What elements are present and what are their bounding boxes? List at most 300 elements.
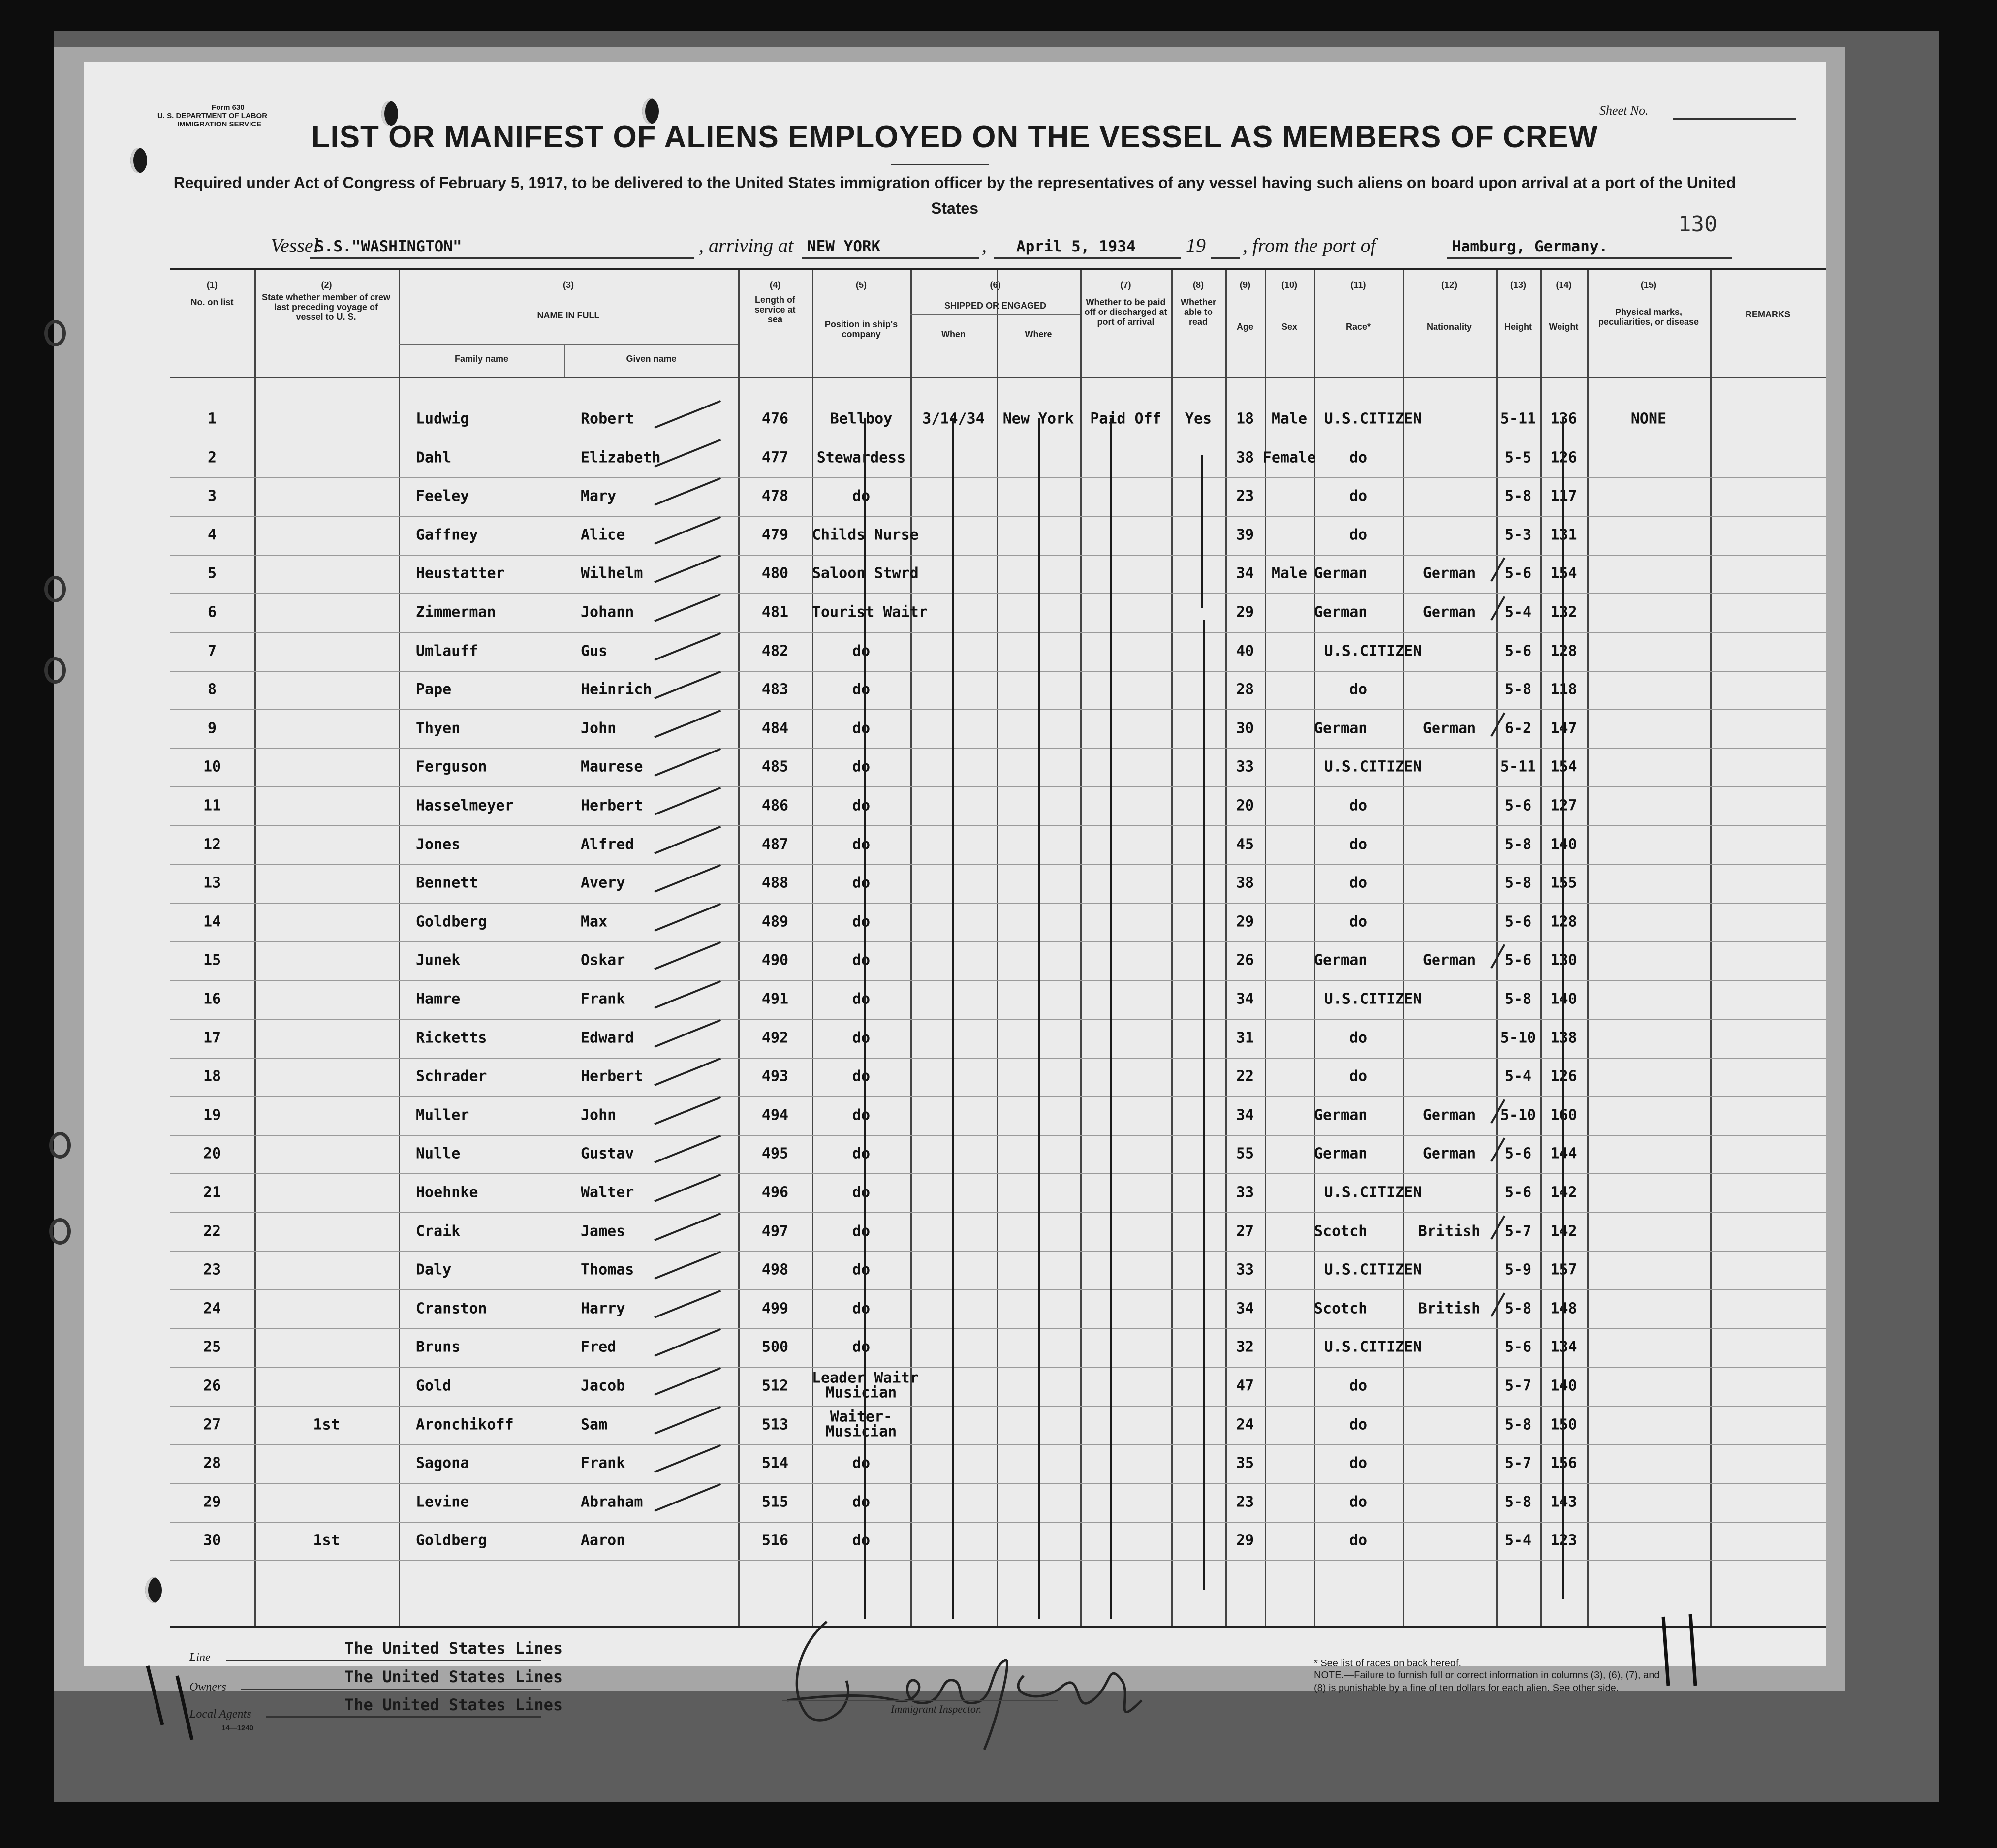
cell-age: 31: [1236, 1029, 1254, 1047]
cell-race: do: [1349, 526, 1368, 544]
cell-family-name: Daly: [416, 1261, 452, 1279]
cell-age: 28: [1236, 681, 1254, 698]
cell-given-name: Jacob: [581, 1377, 625, 1395]
row-divider: [170, 1173, 1826, 1174]
header-given-name: Given name: [626, 354, 677, 364]
ring-hole: [44, 657, 66, 684]
cell-given-name: Avery: [581, 874, 625, 892]
cell-shipped-where: New York: [1002, 410, 1074, 428]
cell-race: German: [1314, 951, 1368, 969]
cell-list-number: 28: [203, 1454, 221, 1472]
cell-height: 5-6: [1504, 1338, 1532, 1356]
cell-family-name: Zimmerman: [416, 603, 496, 621]
cell-given-name: Johann: [581, 603, 634, 621]
cell-service-length: 483: [761, 681, 789, 698]
cell-service-length: 489: [761, 913, 789, 931]
cell-family-name: Bennett: [416, 874, 478, 892]
cell-shipped-when: 3/14/34: [922, 410, 985, 428]
cell-weight: 155: [1550, 874, 1577, 892]
cell-position: do: [852, 681, 871, 698]
row-divider: [170, 1251, 1826, 1252]
cell-list-number: 8: [207, 681, 217, 698]
cell-list-number: 1: [207, 410, 217, 428]
header-when: When: [941, 329, 966, 339]
header-nationality: Nationality: [1426, 322, 1472, 332]
cell-position: do: [852, 1067, 871, 1085]
cell-age: 45: [1236, 836, 1254, 853]
cell-position: do: [852, 1106, 871, 1124]
cell-weight: 140: [1550, 1377, 1577, 1395]
vessel-label: Vessel: [271, 234, 319, 256]
cell-service-length: 482: [761, 642, 789, 660]
cell-race: U.S.CITIZEN: [1324, 1338, 1422, 1356]
cell-position: do: [852, 1454, 871, 1472]
cell-service-length: 495: [761, 1145, 789, 1162]
cell-race: German: [1314, 564, 1368, 582]
cell-height: 5-8: [1504, 874, 1532, 892]
cell-age: 26: [1236, 951, 1254, 969]
cell-height: 5-6: [1504, 797, 1532, 814]
cell-weight: 128: [1550, 642, 1577, 660]
cell-service-length: 488: [761, 874, 789, 892]
arriving-label: , arriving at: [699, 234, 794, 256]
cell-weight: 123: [1550, 1532, 1577, 1549]
cell-race: U.S.CITIZEN: [1324, 990, 1422, 1008]
cell-given-name: Herbert: [581, 797, 643, 814]
cell-list-number: 23: [203, 1261, 221, 1279]
cell-list-number: 25: [203, 1338, 221, 1356]
cell-race: do: [1349, 1493, 1368, 1511]
cell-nationality: British: [1418, 1300, 1481, 1317]
cell-age: 24: [1236, 1416, 1254, 1434]
cell-position: do: [852, 874, 871, 892]
cell-position: do: [852, 720, 871, 737]
cell-weight: 140: [1550, 990, 1577, 1008]
cell-list-number: 4: [207, 526, 217, 544]
cell-sex: Male: [1271, 564, 1308, 582]
department-label: U. S. DEPARTMENT OF LABOR: [157, 112, 268, 120]
cell-list-number: 11: [203, 797, 221, 814]
cell-given-name: John: [581, 1106, 617, 1124]
header-remarks: REMARKS: [1745, 310, 1790, 319]
cell-family-name: Pape: [416, 681, 452, 698]
year-label: 19: [1186, 234, 1206, 256]
agents-value: The United States Lines: [344, 1695, 563, 1714]
inspector-label: Immigrant Inspector.: [891, 1703, 982, 1715]
row-divider: [170, 516, 1826, 517]
manifest-page: Form 630 U. S. DEPARTMENT OF LABOR IMMIGRATION SERVICE Sheet No. LIST OR MANIFEST OF ALIENS EMPLOYED ON THE VESSEL AS MEMBERS OF CREW Required under Act of Congress of February 5, 1917, to be delivered to the United States immigration officer by the representatives of any vessel having such aliens on board upon arrival at a port of the United States 130 Vessel S.S."WASHINGTON" , arriving at NEW YORK , April 5, 1934 19 , from the port of Hamburg, Germany. (1) No. on list (2) State whether member of crew last preceding voyage of vessel to U. S. (3) NAME IN FULL Family name Given name (4) Length of service at sea (5) Position in ship's company (6) SHIPPED OR ENGAGED When Where (7) Whether to be paid off or discharged at port of arrival (8) Whether able to read (9) Age (10) Sex (11) Race* (12) Nationality (13) Height (14) Weight (15) Physical marks, peculiarities, or disease REMARKS 1 Ludwig Robert 476 Bellboy 3/14/34 New York Paid Off Yes 18 Male U.S.CITIZEN 5-11 136 NONE 2 Dahl Elizabeth 477 Stewardess 38 Female do 5-5 126 3 Feeley Mary 478 do 23 do 5-8 117 4 Gaffney Alice 479 Childs Nurse 39 do 5-3 131 5 Heustatter Wilhelm 480 Saloon Stwrd 34 Male German German 5-6 154 6 Zimmerman Johann 481 Tourist Waitr 29 German German 5-4 132 7 Umlauff Gus 482 do 40 U.S.CITIZEN 5-6 128 8 Pape Heinrich 483 do 28 do 5-8 118 9 Thyen John 484 do 30 German German 6-2 147 10 Ferguson Maurese 485 do 33 U.S.CITIZEN 5-11 154 11 Hasselmeyer Herbert 486 do 20 do 5-6 127 12 Jones Alfred 487 do 45 do 5-8 140 13 Bennett Avery 488 do 38 do 5-8 155 14 Goldberg Max 489 do 29 do 5-6 128 15 Junek Oskar 490 do 26 German German 5-6 130 16 Hamre Frank 491 do 34 U.S.CITIZEN 5-8 140 17 Ricketts Edward 492 do 31 do 5-10 138 18 Schrader Herbert 493 do 22 do 5-4 126 19 Muller John 494 do 34 German German 5-10 160 20 Nulle Gustav 495 do 55 German German 5-6 144 21 Hoehnke Walter 496 do 33 U.S.CITIZEN 5-6 142 22 Craik James 497 do 27 Scotch British 5-7 142 23 Daly Thomas 498 do 33 U.S.CITIZEN 5-9 157 24 Cranston Harry 499 do 34 Scotch British 5-8 148 25 Bruns Fred 500 do 32 U.S.CITIZEN 5-6 134 26 Gold Jacob 512 Leader Waitr 47 do 5-7 140 Musician 27 1st Aronchikoff Sam 513 Waiter- 24 do 5-8 150 Musician 28 Sagona Frank 514 do 35 do 5-7 156 29 Levine Abraham 515 do 23 do 5-8 143 30 1st Goldberg Aaron 516 do 29 do 5-4 123 Line The United States Lines Owners The United States Lines Local Agents 14—1240 The United States Lines Immigrant Inspector. * See list of races on back hereof. NOTE.—Failure to furnish full or correct information in columns (3), (6), (7), and (8) is punishable by a fine of ten dollars for each alien. See other side.: [84, 62, 1826, 1666]
cell-position: do: [852, 1338, 871, 1356]
cell-race: German: [1314, 603, 1368, 621]
row-divider: [170, 1522, 1826, 1523]
row-divider: [170, 903, 1826, 904]
row-divider: [170, 786, 1826, 787]
cell-list-number: 10: [203, 758, 221, 776]
from-port-label: , from the port of: [1243, 234, 1376, 256]
cell-position: do: [852, 1493, 871, 1511]
departure-port: Hamburg, Germany.: [1452, 238, 1608, 255]
row-divider: [170, 632, 1826, 633]
agents-code: 14—1240: [221, 1724, 254, 1732]
cell-position: do: [852, 1300, 871, 1317]
cell-list-number: 12: [203, 836, 221, 853]
cell-service-length: 476: [761, 410, 789, 428]
cell-age: 29: [1236, 603, 1254, 621]
cell-race: do: [1349, 1532, 1368, 1549]
cell-race: do: [1349, 1416, 1368, 1434]
cell-given-name: Alice: [581, 526, 625, 544]
cell-service-length: 479: [761, 526, 789, 544]
header-physical-marks: Physical marks, peculiarities, or disease: [1598, 307, 1699, 327]
cell-given-name: Gustav: [581, 1145, 634, 1162]
cell-service-length: 485: [761, 758, 789, 776]
ditto-line: [1201, 455, 1203, 608]
cell-list-number: 22: [203, 1222, 221, 1240]
cell-list-number: 16: [203, 990, 221, 1008]
cell-race: do: [1349, 874, 1368, 892]
cell-service-length: 498: [761, 1261, 789, 1279]
cell-height: 5-8: [1504, 1300, 1532, 1317]
ring-hole: [49, 1218, 71, 1245]
row-divider: [170, 555, 1826, 556]
owners-label: Owners: [189, 1681, 226, 1693]
cell-list-number: 7: [207, 642, 217, 660]
ditto-line: [1203, 620, 1205, 1590]
header-shipped-or-engaged: SHIPPED OR ENGAGED: [944, 301, 1047, 311]
cell-nationality: German: [1422, 1145, 1476, 1162]
cell-last-voyage: 1st: [313, 1532, 340, 1549]
row-divider: [170, 980, 1826, 981]
row-divider: [170, 593, 1826, 594]
ditto-line: [1110, 418, 1112, 1619]
crew-manifest-table: (1) No. on list (2) State whether member of crew last preceding voyage of vessel to U. S. (3) NAME IN FULL Family name Given name (4) Length of service at sea (5) Position in ship's company (6) SHIPPED OR ENGAGED When Where (7) Whether to be paid off or discharged at port of arrival (8) Whether able to read (9) Age (10) Sex (11) Race* (12) Nationality (13) Height (14) Weight (15) Physical marks, peculiarities, or disease REMARKS 1 Ludwig Robert 476 Bellboy 3/14/34 New York Paid Off Yes 18 Male U.S.CITIZEN 5-11 136 NONE 2 Dahl Elizabeth 477 Stewardess 38 Female do 5-5 126 3 Feeley Mary 478 do 23 do 5-8 117 4 Gaffney Alice 479 Childs Nurse 39 do 5-3 131 5 Heustatter Wilhelm 480 Saloon Stwrd 34 Male German German 5-6 154 6 Zimmerman Johann 481 Tourist Waitr 29 German German 5-4 132 7 Umlauff Gus 482 do 40 U.S.CITIZEN 5-6 128 8 Pape Heinrich 483 do 28 do 5-8 118 9 Thyen John 484 do 30 German German 6-2 147 10 Ferguson Maurese 485 do 33 U.S.CITIZEN 5-11 154 11 Hasselmeyer Herbert 486 do 20 do 5-6 127 12 Jones Alfred 487 do 45 do 5-8 140 13 Bennett Avery 488 do 38 do 5-8 155 14 Goldberg Max 489 do 29 do 5-6 128 15 Junek Oskar 490 do 26 German German 5-6 130 16 Hamre Frank 491 do 34 U.S.CITIZEN 5-8 140 17 Ricketts Edward 492 do 31 do 5-10 138 18 Schrader Herbert 493 do 22 do 5-4 126 19 Muller John 494 do 34 German German 5-10 160 20 Nulle Gustav 495 do 55 German German 5-6 144 21 Hoehnke Walter 496 do 33 U.S.CITIZEN 5-6 142 22 Craik James 497 do 27 Scotch British 5-7 142 23 Daly Thomas 498 do 33 U.S.CITIZEN 5-9 157 24 Cranston Harry 499 do 34 Scotch British 5-8 148 25 Bruns Fred 500 do 32 U.S.CITIZEN 5-6 134 26 Gold Jacob 512 Leader Waitr 47 do 5-7 140 Musician 27 1st Aronchikoff Sam 513 Waiter- 24 do 5-8 150 Musician 28 Sagona Frank 514 do 35 do 5-7 156 29 Levine Abraham 515 do 23 do 5-8 143 30 1st Goldberg Aaron 516 do 29 do 5-4 123: [170, 268, 1826, 1628]
arrival-port: NEW YORK: [807, 238, 881, 255]
header-length-of-service: Length of service at sea: [754, 295, 796, 324]
cell-height: 5-4: [1504, 1532, 1532, 1549]
cell-given-name: John: [581, 720, 617, 737]
cell-nationality: German: [1422, 603, 1476, 621]
row-divider: [170, 709, 1826, 710]
cell-family-name: Levine: [416, 1493, 469, 1511]
cell-service-length: 490: [761, 951, 789, 969]
cell-weight: 157: [1550, 1261, 1577, 1279]
cell-family-name: Junek: [416, 951, 461, 969]
cell-weight: 156: [1550, 1454, 1577, 1472]
cell-age: 34: [1236, 990, 1254, 1008]
cell-list-number: 21: [203, 1184, 221, 1201]
header-list-number: No. on list: [190, 297, 234, 307]
row-divider: [170, 941, 1826, 942]
page-number: 130: [1678, 212, 1717, 237]
cell-age: 23: [1236, 487, 1254, 505]
cell-given-name: Thomas: [581, 1261, 634, 1279]
cell-race: do: [1349, 487, 1368, 505]
cell-weight: 142: [1550, 1184, 1577, 1201]
ring-hole: [44, 576, 66, 602]
cell-age: 32: [1236, 1338, 1254, 1356]
cell-position: do: [852, 1532, 871, 1549]
cell-height: 5-6: [1504, 951, 1532, 969]
row-divider: [170, 1483, 1826, 1484]
sheet-number-label: Sheet No.: [1599, 103, 1649, 118]
cell-weight: 118: [1550, 681, 1577, 698]
ring-hole: [44, 320, 66, 346]
row-divider: [170, 1367, 1826, 1368]
cell-family-name: Hasselmeyer: [416, 797, 514, 814]
cell-height: 5-7: [1504, 1454, 1532, 1472]
header-weight: Weight: [1549, 322, 1579, 332]
cell-weight: 143: [1550, 1493, 1577, 1511]
cell-family-name: Muller: [416, 1106, 469, 1124]
cell-given-name: Oskar: [581, 951, 625, 969]
cell-weight: 142: [1550, 1222, 1577, 1240]
cell-family-name: Hoehnke: [416, 1184, 478, 1201]
cell-family-name: Feeley: [416, 487, 469, 505]
cell-height: 5-11: [1500, 410, 1536, 428]
cell-given-name: Mary: [581, 487, 617, 505]
header-height: Height: [1504, 322, 1532, 332]
cell-nationality: German: [1422, 720, 1476, 737]
cell-given-name: Max: [581, 913, 608, 931]
tally-mark: [138, 1656, 207, 1745]
cell-height: 5-8: [1504, 487, 1532, 505]
cell-age: 33: [1236, 758, 1254, 776]
cell-position: do: [852, 1029, 871, 1047]
cell-family-name: Craik: [416, 1222, 461, 1240]
cell-race: German: [1314, 720, 1368, 737]
row-divider: [170, 1328, 1826, 1329]
cell-position-line2: Musician: [825, 1423, 897, 1441]
cell-list-number: 5: [207, 564, 217, 582]
line-label: Line: [189, 1651, 211, 1664]
cell-given-name: Gus: [581, 642, 608, 660]
cell-position: do: [852, 1184, 871, 1201]
header-where: Where: [1025, 329, 1052, 339]
cell-age: 18: [1236, 410, 1254, 428]
line-value: The United States Lines: [344, 1639, 563, 1658]
cell-height: 5-9: [1504, 1261, 1532, 1279]
cell-given-name: Robert: [581, 410, 634, 428]
cell-list-number: 20: [203, 1145, 221, 1162]
cell-list-number: 13: [203, 874, 221, 892]
cell-position: Tourist Waitr: [812, 603, 928, 621]
cell-height: 5-11: [1500, 758, 1536, 776]
cell-height: 5-6: [1504, 642, 1532, 660]
cell-weight: 160: [1550, 1106, 1577, 1124]
cell-height: 6-2: [1504, 720, 1532, 737]
row-divider: [170, 1444, 1826, 1445]
cell-list-number: 24: [203, 1300, 221, 1317]
cell-position: do: [852, 1145, 871, 1162]
row-divider: [170, 748, 1826, 749]
header-race: Race*: [1345, 322, 1371, 332]
cell-position: do: [852, 1261, 871, 1279]
cell-family-name: Sagona: [416, 1454, 469, 1472]
ditto-line: [952, 418, 954, 1619]
cell-weight: 144: [1550, 1145, 1577, 1162]
cell-list-number: 14: [203, 913, 221, 931]
cell-height: 5-6: [1504, 1145, 1532, 1162]
cell-family-name: Gaffney: [416, 526, 478, 544]
cell-given-name: Maurese: [581, 758, 643, 776]
cell-given-name: James: [581, 1222, 625, 1240]
cell-position: do: [852, 836, 871, 853]
cell-given-name: Wilhelm: [581, 564, 643, 582]
cell-race: do: [1349, 797, 1368, 814]
cell-age: 34: [1236, 1300, 1254, 1317]
cell-service-length: 484: [761, 720, 789, 737]
header-last-voyage: State whether member of crew last preceding voyage of vessel to U. S.: [261, 292, 391, 322]
cell-weight: 128: [1550, 913, 1577, 931]
cell-family-name: Ludwig: [416, 410, 469, 428]
ditto-line: [864, 418, 866, 1619]
cell-race: U.S.CITIZEN: [1324, 642, 1422, 660]
cell-given-name: Herbert: [581, 1067, 643, 1085]
manifest-subtitle: Required under Act of Congress of February 5, 1917, to be delivered to the United States immigration officer by the representatives of any vessel having such aliens on board upon arrival at a port of the United States: [173, 174, 1736, 217]
cell-service-length: 494: [761, 1106, 789, 1124]
row-divider: [170, 1096, 1826, 1097]
cell-family-name: Umlauff: [416, 642, 478, 660]
row-divider: [170, 1212, 1826, 1213]
cell-age: 29: [1236, 1532, 1254, 1549]
cell-service-length: 491: [761, 990, 789, 1008]
cell-service-length: 515: [761, 1493, 789, 1511]
cell-given-name: Frank: [581, 990, 625, 1008]
cell-list-number: 29: [203, 1493, 221, 1511]
cell-list-number: 26: [203, 1377, 221, 1395]
cell-race: Scotch: [1314, 1300, 1368, 1317]
cell-position: do: [852, 758, 871, 776]
vessel-name: S.S."WASHINGTON": [315, 238, 462, 255]
cell-given-name: Abraham: [581, 1493, 643, 1511]
cell-height: 5-10: [1500, 1106, 1536, 1124]
inspector-signature: [768, 1602, 1211, 1764]
cell-age: 40: [1236, 642, 1254, 660]
cell-height: 5-4: [1504, 603, 1532, 621]
cell-weight: 154: [1550, 564, 1577, 582]
cell-weight: 150: [1550, 1416, 1577, 1434]
cell-service-length: 514: [761, 1454, 789, 1472]
cell-service-length: 493: [761, 1067, 789, 1085]
cell-given-name: Frank: [581, 1454, 625, 1472]
header-age: Age: [1236, 322, 1253, 332]
row-divider: [170, 477, 1826, 478]
cell-age: 38: [1236, 449, 1254, 467]
cell-family-name: Gold: [416, 1377, 452, 1395]
cell-age: 34: [1236, 564, 1254, 582]
cell-race: do: [1349, 681, 1368, 698]
cell-given-name: Aaron: [581, 1532, 625, 1549]
cell-height: 5-6: [1504, 1184, 1532, 1201]
cell-height: 5-6: [1504, 913, 1532, 931]
cell-nationality: German: [1422, 951, 1476, 969]
cell-age: 34: [1236, 1106, 1254, 1124]
row-divider: [170, 1058, 1826, 1059]
cell-race: U.S.CITIZEN: [1324, 758, 1422, 776]
cell-race: German: [1314, 1145, 1368, 1162]
cell-service-length: 499: [761, 1300, 789, 1317]
header-able-to-read: Whether able to read: [1181, 297, 1216, 327]
cell-race: Scotch: [1314, 1222, 1368, 1240]
cell-family-name: Bruns: [416, 1338, 461, 1356]
cell-position: Childs Nurse: [812, 526, 919, 544]
cell-age: 38: [1236, 874, 1254, 892]
cell-weight: 126: [1550, 1067, 1577, 1085]
cell-age: 20: [1236, 797, 1254, 814]
row-divider: [170, 1560, 1826, 1561]
cell-age: 33: [1236, 1261, 1254, 1279]
ditto-line: [1038, 418, 1040, 1619]
cell-race: U.S.CITIZEN: [1324, 1184, 1422, 1201]
cell-position: do: [852, 642, 871, 660]
owners-value: The United States Lines: [344, 1667, 563, 1686]
cell-family-name: Ricketts: [416, 1029, 487, 1047]
cell-list-number: 15: [203, 951, 221, 969]
row-divider: [170, 825, 1826, 826]
cell-service-length: 487: [761, 836, 789, 853]
cell-service-length: 481: [761, 603, 789, 621]
cell-service-length: 492: [761, 1029, 789, 1047]
cell-race: do: [1349, 836, 1368, 853]
cell-weight: 126: [1550, 449, 1577, 467]
cell-age: 29: [1236, 913, 1254, 931]
cell-age: 47: [1236, 1377, 1254, 1395]
cell-family-name: Goldberg: [416, 1532, 487, 1549]
cell-position: do: [852, 913, 871, 931]
cell-position: do: [852, 1222, 871, 1240]
cell-given-name: Edward: [581, 1029, 634, 1047]
cell-sex: Male: [1271, 410, 1308, 428]
cell-height: 5-8: [1504, 836, 1532, 853]
cell-weight: 117: [1550, 487, 1577, 505]
cell-list-number: 30: [203, 1532, 221, 1549]
cell-height: 5-5: [1504, 449, 1532, 467]
cell-list-number: 2: [207, 449, 217, 467]
arrival-date: April 5, 1934: [1016, 238, 1136, 255]
cell-position: Leader Waitr: [812, 1369, 919, 1387]
cell-list-number: 27: [203, 1416, 221, 1434]
cell-service-length: 496: [761, 1184, 789, 1201]
cell-race: U.S.CITIZEN: [1324, 410, 1422, 428]
cell-weight: 134: [1550, 1338, 1577, 1356]
cell-age: 33: [1236, 1184, 1254, 1201]
cell-race: U.S.CITIZEN: [1324, 1261, 1422, 1279]
cell-age: 27: [1236, 1222, 1254, 1240]
cell-position: do: [852, 487, 871, 505]
cell-service-length: 480: [761, 564, 789, 582]
cell-nationality: German: [1422, 1106, 1476, 1124]
cell-family-name: Aronchikoff: [416, 1416, 514, 1434]
cell-list-number: 6: [207, 603, 217, 621]
cell-height: 5-7: [1504, 1222, 1532, 1240]
cell-service-length: 478: [761, 487, 789, 505]
cell-family-name: Nulle: [416, 1145, 461, 1162]
cell-weight: 132: [1550, 603, 1577, 621]
cell-height: 5-4: [1504, 1067, 1532, 1085]
cell-list-number: 3: [207, 487, 217, 505]
header-sex: Sex: [1281, 322, 1298, 332]
cell-given-name: Elizabeth: [581, 449, 661, 467]
cell-height: 5-8: [1504, 681, 1532, 698]
races-note: * See list of races on back hereof.: [1314, 1658, 1462, 1669]
cell-given-name: Alfred: [581, 836, 634, 853]
row-divider: [170, 1019, 1826, 1020]
form-number: Form 630: [212, 103, 245, 112]
cell-list-number: 17: [203, 1029, 221, 1047]
cell-family-name: Heustatter: [416, 564, 505, 582]
cell-age: 23: [1236, 1493, 1254, 1511]
cell-given-name: Fred: [581, 1338, 617, 1356]
